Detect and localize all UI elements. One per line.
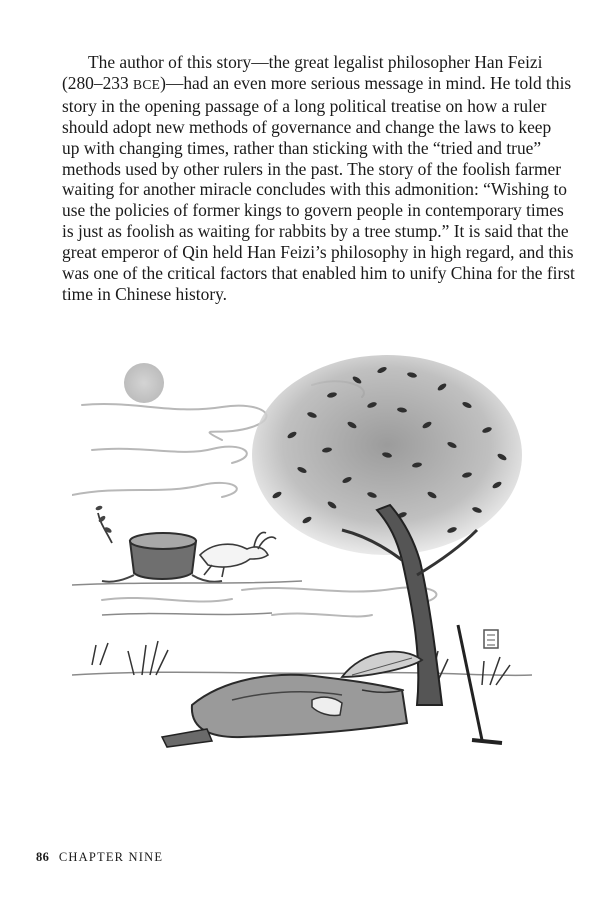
- ground: [72, 581, 532, 675]
- chapter-label: CHAPTER NINE: [58, 850, 164, 864]
- sleeping-farmer: [162, 652, 422, 747]
- ink-illustration: [72, 345, 532, 765]
- tree-stump: [95, 505, 222, 582]
- page-footer: [36, 850, 163, 865]
- text-line: (280–233 BCE)—had an even more serious message in mind. He told this: [62, 72, 572, 93]
- text-line: is just as foolish as waiting for rabbits by a tree stump.” It is said that the: [62, 221, 569, 242]
- rabbit: [200, 533, 276, 577]
- era-abbreviation: BCE: [133, 76, 161, 92]
- artist-seal: [484, 630, 498, 648]
- text-line: was one of the critical factors that enabled him to unify China for the first: [62, 263, 575, 284]
- sun-icon: [124, 363, 164, 403]
- text-line: The author of this story—the great legalist philosopher Han Feizi: [88, 52, 543, 72]
- text-line: up with changing times, rather than sticking with the “tried and true”: [62, 137, 542, 158]
- text-line: time in Chinese history.: [62, 283, 228, 304]
- text-line: waiting for another miracle concludes with this admonition: “Wishing to: [62, 179, 567, 200]
- page-number: 86: [36, 850, 50, 864]
- text-line: use the policies of former kings to govern people in contemporary times: [62, 200, 564, 221]
- text-line: story in the opening passage of a long political treatise on how a ruler: [62, 95, 547, 116]
- text-line: should adopt new methods of governance and change the laws to keep: [62, 116, 552, 137]
- text-line: great emperor of Qin held Han Feizi’s philosophy in high regard, and this: [62, 242, 574, 263]
- body-paragraph: [62, 52, 575, 305]
- text-line: methods used by other rulers in the past. The story of the foolish farmer: [62, 158, 562, 179]
- farm-tool: [458, 625, 502, 743]
